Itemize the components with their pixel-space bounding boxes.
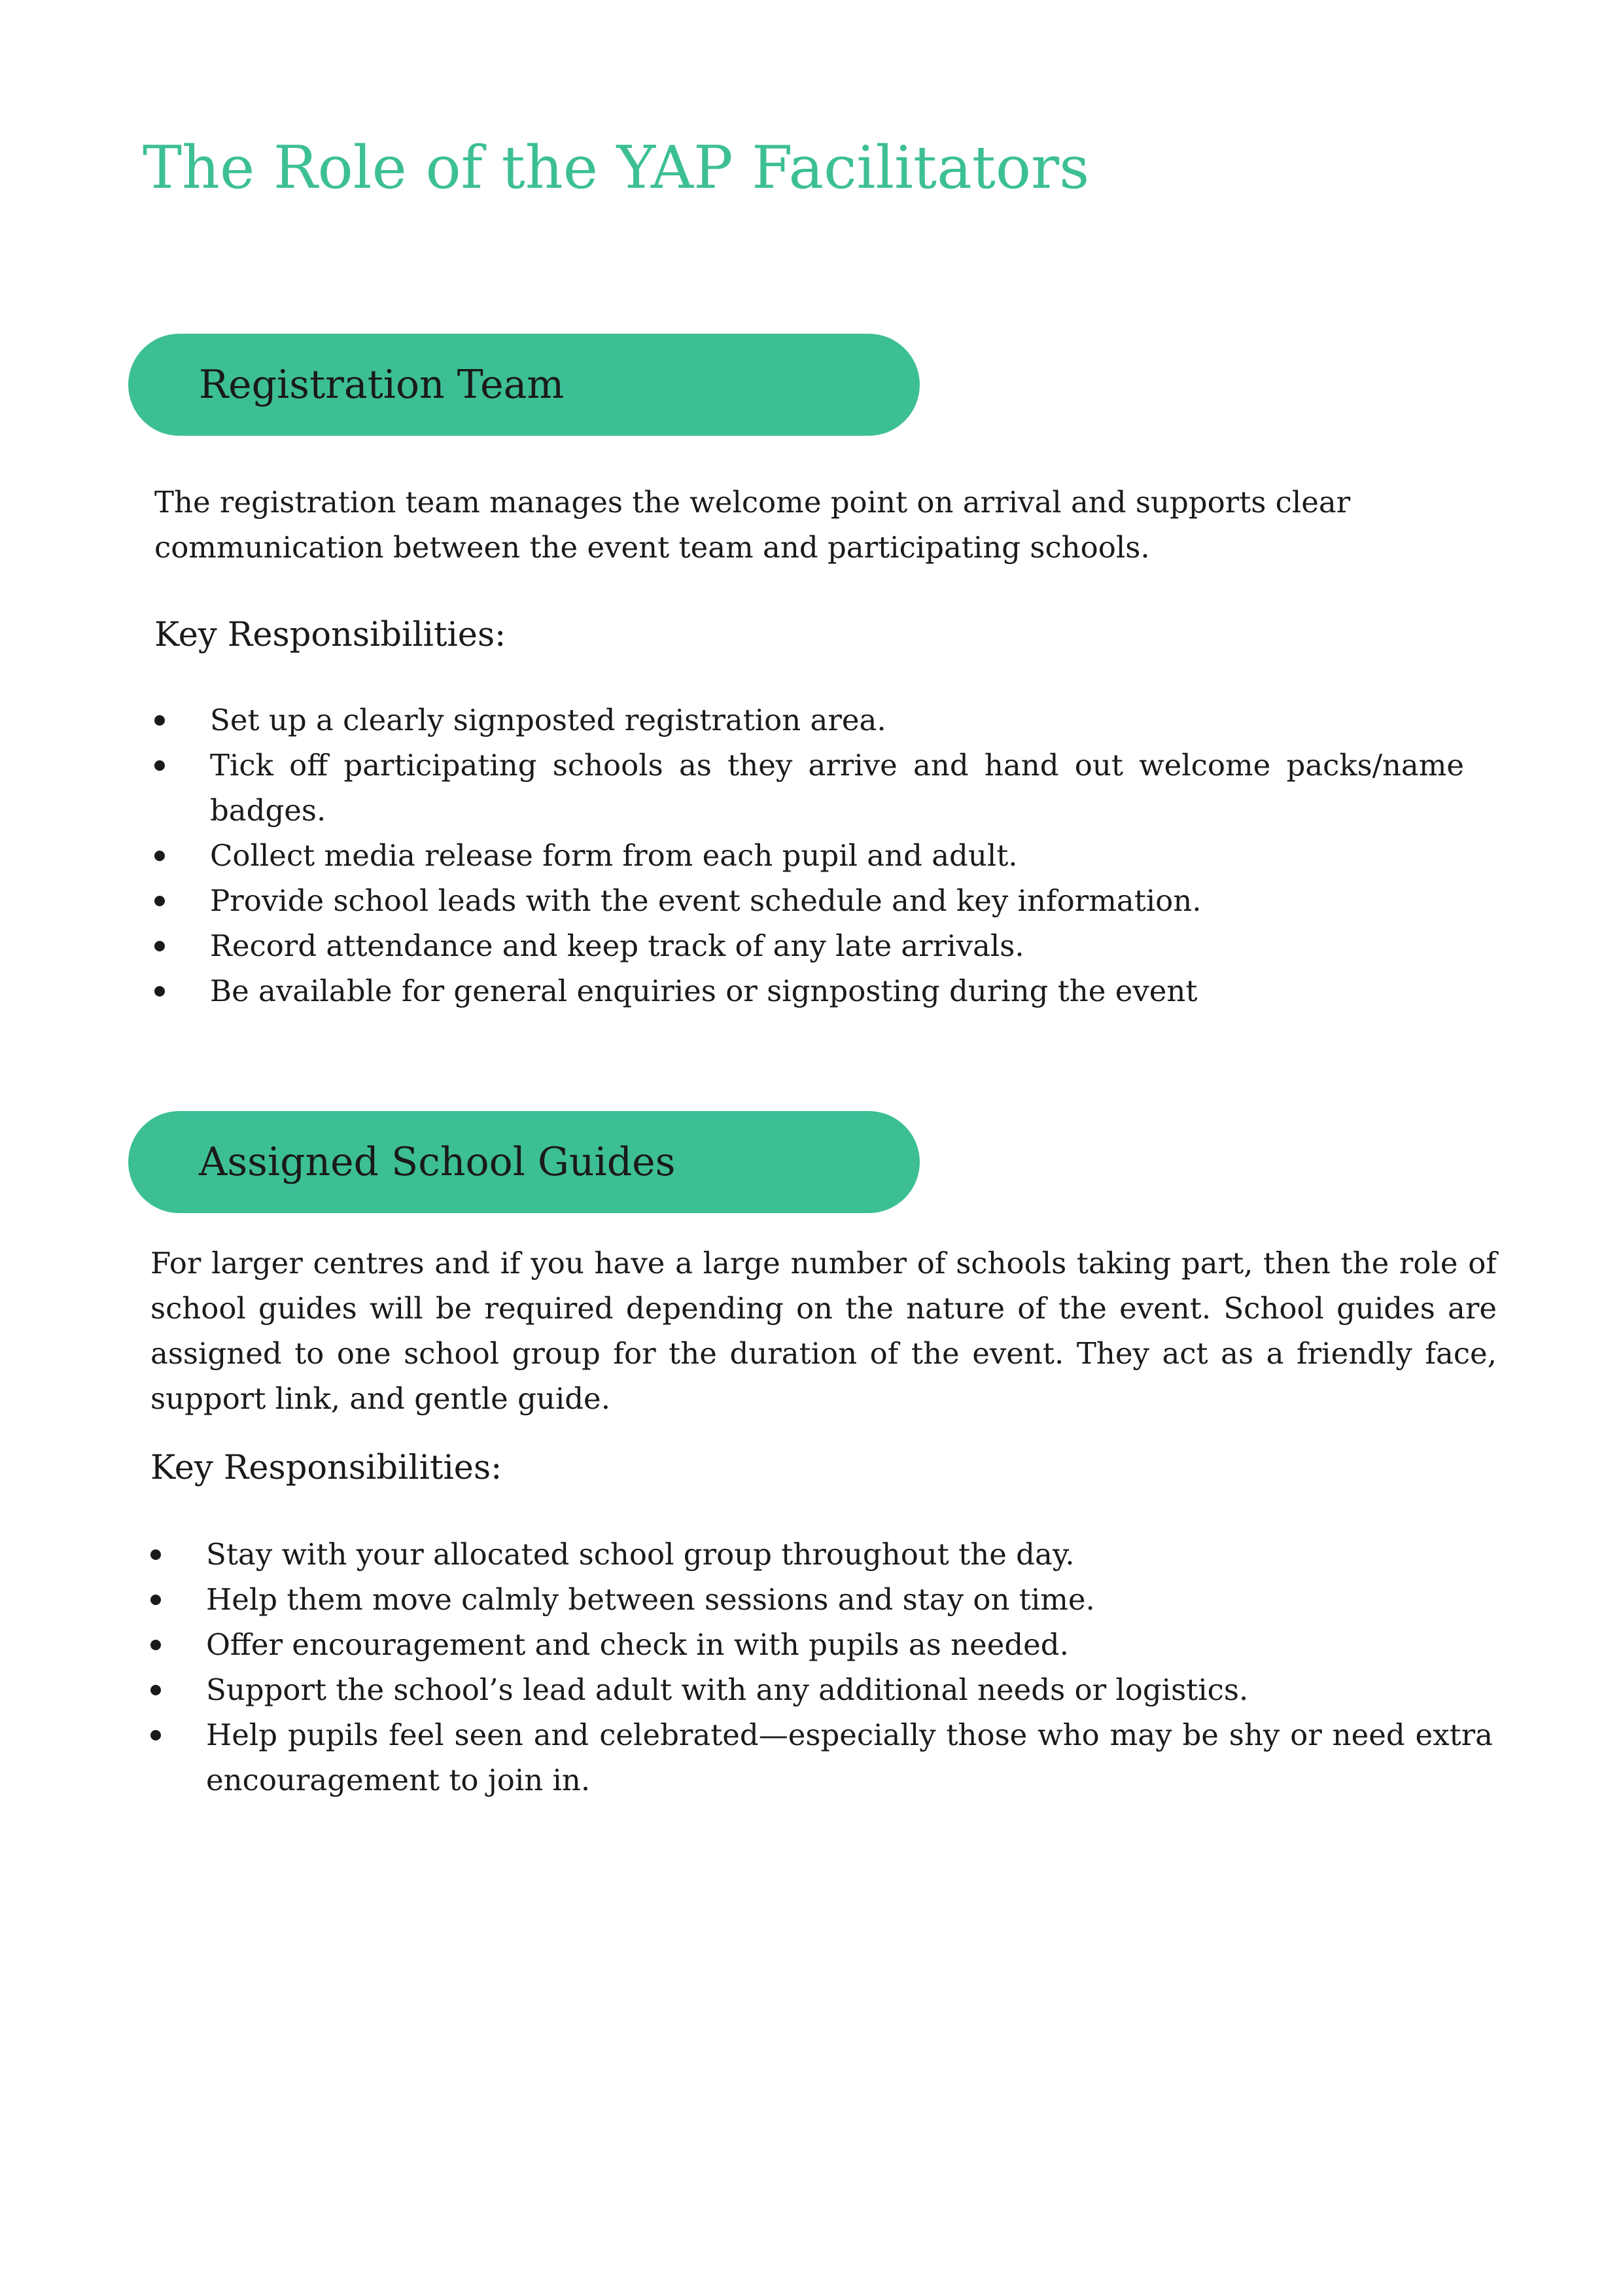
list-item — [150, 1577, 1493, 1622]
bullet-icon — [154, 715, 165, 726]
list-item — [154, 743, 1464, 833]
list-item-text: Help them move calmly between sessions and stay on time. — [206, 1582, 1095, 1617]
list-item — [154, 698, 1464, 743]
list-item-text: Offer encouragement and check in with pupils as needed. — [206, 1627, 1069, 1662]
bullet-icon — [150, 1549, 161, 1560]
list-item-text: Collect media release form from each pupil and adult. — [210, 838, 1018, 873]
page-title: The Role of the YAP Facilitators — [143, 133, 1090, 202]
bullet-icon — [154, 986, 165, 997]
bullet-icon — [150, 1730, 161, 1740]
section-heading: Assigned School Guides — [199, 1139, 676, 1185]
list-item — [150, 1712, 1493, 1803]
section-header-registration-team — [128, 334, 920, 436]
bullet-icon — [150, 1640, 161, 1650]
list-item-text: Support the school’s lead adult with any additional needs or logistics. — [206, 1672, 1249, 1707]
list-item — [154, 878, 1464, 923]
bullet-icon — [154, 760, 165, 771]
list-item-text: Provide school leads with the event schedule and key information. — [210, 883, 1202, 918]
bullet-icon — [154, 941, 165, 951]
section-header-assigned-school-guides — [128, 1111, 920, 1213]
list-item-text: Stay with your allocated school group throughout the day. — [206, 1537, 1075, 1572]
section-heading: Registration Team — [199, 362, 565, 408]
list-item — [154, 968, 1464, 1014]
list-item-text: Tick off participating schools as they arrive and hand out welcome packs/name badges. — [210, 748, 1464, 828]
list-item — [150, 1532, 1493, 1577]
key-responsibilities-heading: Key Responsibilities: — [154, 616, 506, 654]
bullet-icon — [154, 896, 165, 906]
list-item — [150, 1667, 1493, 1712]
bullet-icon — [150, 1595, 161, 1605]
responsibilities-list — [150, 1532, 1493, 1803]
list-item-text: Help pupils feel seen and celebrated—especially those who may be shy or need extra encouragement to join in. — [206, 1718, 1493, 1797]
list-item-text: Be available for general enquiries or signposting during the event — [210, 974, 1198, 1008]
section-intro: The registration team manages the welcome point on arrival and supports clear communication between the event team and participating schools. — [154, 485, 1351, 565]
section-intro: For larger centres and if you have a large number of schools taking part, then the role of school guides will be required depending on the nature of the event. School guides are assigned to one school group for the duration of the event. They act as a friendly face, support link, and gentle guide. — [150, 1246, 1497, 1416]
bullet-icon — [150, 1685, 161, 1695]
list-item — [150, 1622, 1493, 1667]
responsibilities-list — [154, 698, 1464, 1014]
list-item-text: Set up a clearly signposted registration area. — [210, 703, 886, 737]
list-item-text: Record attendance and keep track of any late arrivals. — [210, 928, 1024, 963]
list-item — [154, 833, 1464, 878]
key-responsibilities-heading: Key Responsibilities: — [150, 1449, 502, 1487]
bullet-icon — [154, 851, 165, 861]
list-item — [154, 923, 1464, 968]
